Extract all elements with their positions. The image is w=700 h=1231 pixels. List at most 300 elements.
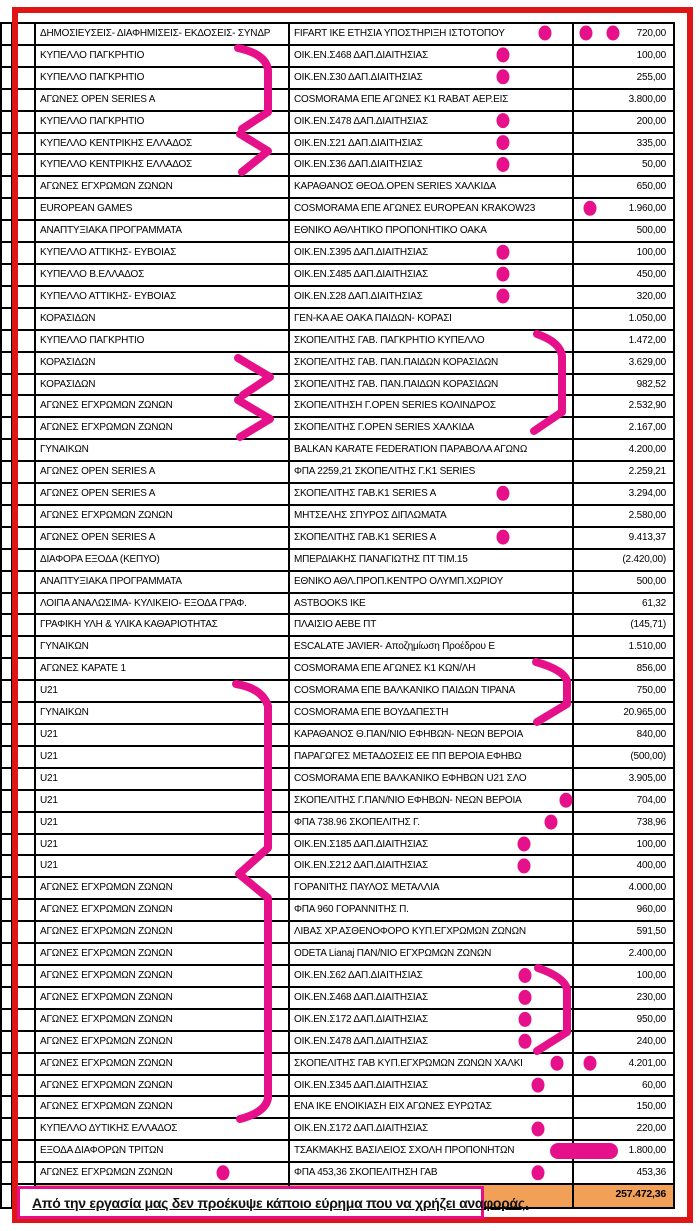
- row-margin-cell: [13, 90, 36, 110]
- description-cell: ΕΝΑ ΙΚΕ ΕΝΟΙΚΙΑΣΗ ΕΙΧ ΑΓΩΝΕΣ ΕΥΡΩΤΑΣ: [290, 1097, 574, 1117]
- table-row: [2, 46, 673, 68]
- amount-cell: 738,96: [636, 816, 666, 828]
- row-margin-cell: [13, 155, 36, 175]
- row-edge-cell: [2, 1076, 13, 1096]
- amount-cell: 1.960,00: [628, 203, 666, 215]
- row-edge-cell: [2, 835, 13, 855]
- category-cell: ΑΝΑΠΤΥΞΙΑΚΑ ΠΡΟΓΡΑΜΜΑΤΑ: [36, 572, 290, 592]
- category-cell: ΚΥΠΕΛΛΟ ΚΕΝΤΡΙΚΗΣ ΕΛΛΑΔΟΣ: [36, 134, 290, 154]
- row-margin-cell: [13, 353, 36, 373]
- table-row: [2, 90, 673, 112]
- amount-cell: 3.629,00: [628, 356, 666, 368]
- table-row: [2, 24, 673, 46]
- description-cell: ΣΚΟΠΕΛΙΤΗΣ ΓΑΒ. ΠΑΝ.ΠΑΙΔΩΝ ΚΟΡΑΣΙΔΩΝ: [290, 375, 574, 395]
- row-margin-cell: [13, 287, 36, 307]
- audit-note-box: [17, 1186, 529, 1219]
- description-cell: ΦΠΑ 2259,21 ΣΚΟΠΕΛΙΤΗΣ Γ.Κ1 SERIES: [290, 462, 574, 482]
- amount-cell: 200,00: [636, 115, 666, 127]
- category-cell: ΑΓΩΝΕΣ OPEN SERIES A: [36, 528, 290, 548]
- category-cell: U21: [36, 813, 290, 833]
- row-edge-cell: [2, 68, 13, 88]
- audit-note-text: Από την εργασία μας δεν προέκυψε κάποιο εύρημα που να χρήζει αναφοράς.: [32, 1194, 529, 1211]
- description-cell: ΕΘΝΙΚΟ ΑΘΛ.ΠΡΟΠ.ΚΕΝΤΡΟ ΟΛΥΜΠ.ΧΩΡΙΟΥ: [290, 572, 574, 592]
- table-row: [2, 878, 673, 900]
- table-row: [2, 1010, 673, 1032]
- table-row: [2, 813, 673, 835]
- row-margin-cell: [13, 615, 36, 635]
- table-row: [2, 681, 673, 703]
- row-margin-cell: [13, 309, 36, 329]
- row-margin-cell: [13, 637, 36, 657]
- description-cell: ΣΚΟΠΕΛΙΤΗΣ ΓΑΒ.Κ1 SERIES A: [290, 528, 574, 548]
- table-row: [2, 703, 673, 725]
- row-edge-cell: [2, 769, 13, 789]
- table-row: [2, 134, 673, 156]
- row-edge-cell: [2, 309, 13, 329]
- row-margin-cell: [13, 1076, 36, 1096]
- row-edge-cell: [2, 1054, 13, 1074]
- amount-cell: 1.800,00: [628, 1145, 666, 1157]
- description-cell: ΜΠΕΡΔΙΑΚΗΣ ΠΑΝΑΓΙΩΤΗΣ ΠΤ ΤΙΜ.15: [290, 550, 574, 570]
- amount-cell: 9.413,37: [628, 531, 666, 543]
- row-edge-cell: [2, 966, 13, 986]
- category-cell: ΛΟΙΠΑ ΑΝΑΛΩΣΙΜΑ- ΚΥΛΙΚΕΙΟ- ΕΞΟΔΑ ΓΡΑΦ.: [36, 594, 290, 614]
- category-cell: ΚΥΠΕΛΛΟ ΑΤΤΙΚΗΣ- ΕΥΒΟΙΑΣ: [36, 287, 290, 307]
- table-row: [2, 1163, 673, 1185]
- table-row: [2, 353, 673, 375]
- description-cell: ΟΙΚ.ΕΝ.Σ485 ΔΑΠ.ΔΙΑΙΤΗΣΙΑΣ: [290, 265, 574, 285]
- description-cell: ΟΙΚ.ΕΝ.Σ21 ΔΑΠ.ΔΙΑΙΤΗΣΙΑΣ: [290, 134, 574, 154]
- category-cell: ΑΓΩΝΕΣ OPEN SERIES A: [36, 462, 290, 482]
- row-edge-cell: [2, 353, 13, 373]
- row-edge-cell: [2, 615, 13, 635]
- row-edge-cell: [2, 134, 13, 154]
- row-edge-cell: [2, 90, 13, 110]
- amount-cell: 720,00: [636, 28, 666, 39]
- row-margin-cell: [13, 769, 36, 789]
- amount-cell: 982,52: [636, 378, 666, 390]
- description-cell: ΟΙΚ.ΕΝ.Σ28 ΔΑΠ.ΔΙΑΙΤΗΣΙΑΣ: [290, 287, 574, 307]
- category-cell: U21: [36, 725, 290, 745]
- amount-cell: 500,00: [636, 225, 666, 237]
- table-row: [2, 747, 673, 769]
- description-cell: COSMORAMA ΕΠΕ ΑΓΩΝΕΣ EUROPEAN KRAKOW23: [290, 199, 574, 219]
- amount-cell: 4.000,00: [628, 882, 666, 894]
- description-cell: ΚΑΡΑΘΑΝΟΣ ΘΕΟΔ.OPEN SERIES ΧΑΛΚΙΔΑ: [290, 177, 574, 197]
- row-edge-cell: [2, 1010, 13, 1030]
- category-cell: ΕΞΟΔΑ ΔΙΑΦΟΡΩΝ ΤΡΙΤΩΝ: [36, 1141, 290, 1161]
- description-cell: COSMORAMA ΕΠΕ ΑΓΩΝΕΣ Κ1 RABAT ΑΕΡ.ΕΙΣ: [290, 90, 574, 110]
- category-cell: ΓΥΝΑΙΚΩΝ: [36, 637, 290, 657]
- category-cell: ΔΙΑΦΟΡΑ ΕΞΟΔΑ (ΚΕΠΥΟ): [36, 550, 290, 570]
- description-cell: ΠΑΡΑΓΩΓΕΣ ΜΕΤΑΔΟΣΕΙΣ ΕΕ ΠΠ ΒΕΡΟΙΑ ΕΦΗΒΩ: [290, 747, 574, 767]
- category-cell: ΑΝΑΠΤΥΞΙΑΚΑ ΠΡΟΓΡΑΜΜΑΤΑ: [36, 221, 290, 241]
- row-margin-cell: [13, 331, 36, 351]
- row-edge-cell: [2, 221, 13, 241]
- row-margin-cell: [13, 550, 36, 570]
- amount-cell: 320,00: [636, 290, 666, 302]
- category-cell: ΑΓΩΝΕΣ ΕΓΧΡΩΜΩΝ ΖΩΝΩΝ: [36, 966, 290, 986]
- row-edge-cell: [2, 506, 13, 526]
- amount-cell: (145,71): [630, 619, 666, 631]
- table-row: [2, 725, 673, 747]
- row-edge-cell: [2, 594, 13, 614]
- category-cell: ΓΡΑΦΙΚΗ ΥΛΗ & ΥΛΙΚΑ ΚΑΘΑΡΙΟΤΗΤΑΣ: [36, 615, 290, 635]
- description-cell: ESCALATE JAVIER- Αποζημίωση Προέδρου Ε: [290, 637, 574, 657]
- table-row: [2, 572, 673, 594]
- description-cell: ΟΙΚ.ΕΝ.Σ30 ΔΑΠ.ΔΙΑΙΤΗΣΙΑΣ: [290, 68, 574, 88]
- amount-cell: 240,00: [636, 1035, 666, 1047]
- row-margin-cell: [13, 134, 36, 154]
- category-cell: ΑΓΩΝΕΣ ΕΓΧΡΩΜΩΝ ΖΩΝΩΝ: [36, 878, 290, 898]
- description-cell: ASTBOOKS IKE: [290, 594, 574, 614]
- row-edge-cell: [2, 856, 13, 876]
- category-cell: ΑΓΩΝΕΣ ΕΓΧΡΩΜΩΝ ΖΩΝΩΝ: [36, 506, 290, 526]
- table-row: [2, 396, 673, 418]
- row-margin-cell: [13, 966, 36, 986]
- table-row: [2, 791, 673, 813]
- amount-cell: 2.580,00: [628, 509, 666, 521]
- description-cell: ΟΙΚ.ΕΝ.Σ172 ΔΑΠ.ΔΙΑΙΤΗΣΙΑΣ: [290, 1119, 574, 1139]
- row-margin-cell: [13, 418, 36, 438]
- amount-cell: 1.050,00: [628, 312, 666, 324]
- description-cell: ΣΚΟΠΕΛΙΤΗΣ ΓΑΒ ΚΥΠ.ΕΓΧΡΩΜΩΝ ΖΩΝΩΝ ΧΑΛΚΙ: [290, 1054, 574, 1074]
- row-margin-cell: [13, 265, 36, 285]
- row-edge-cell: [2, 265, 13, 285]
- amount-cell: 960,00: [636, 904, 666, 916]
- category-cell: ΑΓΩΝΕΣ ΕΓΧΡΩΜΩΝ ΖΩΝΩΝ: [36, 988, 290, 1008]
- amount-cell: 500,00: [636, 575, 666, 587]
- amount-cell: 2.400,00: [628, 948, 666, 960]
- category-cell: ΑΓΩΝΕΣ ΚΑΡΑΤΕ 1: [36, 659, 290, 679]
- total-amount: 257.472,36: [574, 1185, 673, 1207]
- description-cell: COSMORAMA ΕΠΕ ΒΑΛΚΑΝΙΚΟ ΕΦΗΒΩΝ U21 ΣΛΟ: [290, 769, 574, 789]
- description-cell: COSMORAMA ΕΠΕ ΒΟΥΔΑΠΕΣΤΗ: [290, 703, 574, 723]
- row-edge-cell: [2, 1185, 13, 1207]
- row-edge-cell: [2, 813, 13, 833]
- category-cell: U21: [36, 681, 290, 701]
- description-cell: ΟΙΚ.ΕΝ.Σ478 ΔΑΠ.ΔΙΑΙΤΗΣΙΑΣ: [290, 1032, 574, 1052]
- amount-cell: 704,00: [636, 794, 666, 806]
- row-margin-cell: [13, 725, 36, 745]
- row-edge-cell: [2, 155, 13, 175]
- row-edge-cell: [2, 287, 13, 307]
- amount-cell: 61,32: [641, 597, 666, 609]
- description-cell: ΣΚΟΠΕΛΙΤΗΣ ΓΑΒ. ΠΑΝ.ΠΑΙΔΩΝ ΚΟΡΑΣΙΔΩΝ: [290, 353, 574, 373]
- amount-cell: 2.532,90: [628, 400, 666, 412]
- category-cell: ΚΥΠΕΛΛΟ Β.ΕΛΛΑΔΟΣ: [36, 265, 290, 285]
- description-cell: ΤΣΑΚΜΑΚΗΣ ΒΑΣΙΛΕΙΟΣ ΣΧΟΛΗ ΠΡΟΠΟΝΗΤΩΝ: [290, 1141, 574, 1161]
- category-cell: U21: [36, 769, 290, 789]
- table-row: [2, 265, 673, 287]
- description-cell: ΕΘΝΙΚΟ ΑΘΛΗΤΙΚΟ ΠΡΟΠΟΝΗΤΙΚΟ ΟΑΚΑ: [290, 221, 574, 241]
- row-margin-cell: [13, 594, 36, 614]
- table-row: [2, 637, 673, 659]
- category-cell: ΚΟΡΑΣΙΔΩΝ: [36, 309, 290, 329]
- table-row: [2, 1076, 673, 1098]
- row-edge-cell: [2, 878, 13, 898]
- row-edge-cell: [2, 922, 13, 942]
- amount-cell: 20.965,00: [623, 707, 666, 719]
- category-cell: ΚΟΡΑΣΙΔΩΝ: [36, 375, 290, 395]
- category-cell: ΑΓΩΝΕΣ ΕΓΧΡΩΜΩΝ ΖΩΝΩΝ: [36, 900, 290, 920]
- row-edge-cell: [2, 944, 13, 964]
- row-edge-cell: [2, 637, 13, 657]
- row-margin-cell: [13, 199, 36, 219]
- amount-cell: 450,00: [636, 268, 666, 280]
- row-edge-cell: [2, 1097, 13, 1117]
- category-cell: ΔΗΜΟΣΙΕΥΣΕΙΣ- ΔΙΑΦΗΜΙΣΕΙΣ- ΕΚΔΟΣΕΙΣ- ΣΥΝΔΡ: [36, 24, 290, 44]
- category-cell: ΚΥΠΕΛΛΟ ΔΥΤΙΚΗΣ ΕΛΛΑΔΟΣ: [36, 1119, 290, 1139]
- amount-cell: 856,00: [636, 663, 666, 675]
- table-row: [2, 112, 673, 134]
- description-cell: FIFART IKE ΕΤΗΣΙΑ ΥΠΟΣΤΗΡΙΞΗ ΙΣΤΟΤΟΠΟΥ: [290, 24, 574, 44]
- amount-cell: 220,00: [636, 1123, 666, 1135]
- amount-cell: 2.259,21: [628, 466, 666, 478]
- row-margin-cell: [13, 1097, 36, 1117]
- row-margin-cell: [13, 68, 36, 88]
- amount-cell: 1.472,00: [628, 334, 666, 346]
- row-margin-cell: [13, 1141, 36, 1161]
- row-edge-cell: [2, 681, 13, 701]
- row-edge-cell: [2, 177, 13, 197]
- description-cell: ΣΚΟΠΕΛΙΤΗΣ Γ.OPEN SERIES ΧΑΛΚΙΔΑ: [290, 418, 574, 438]
- description-cell: ΟΙΚ.ΕΝ.Σ395 ΔΑΠ.ΔΙΑΙΤΗΣΙΑΣ: [290, 243, 574, 263]
- amount-cell: 100,00: [636, 49, 666, 61]
- category-cell: ΑΓΩΝΕΣ ΕΓΧΡΩΜΩΝ ΖΩΝΩΝ: [36, 1054, 290, 1074]
- table-row: [2, 177, 673, 199]
- row-edge-cell: [2, 725, 13, 745]
- category-cell: U21: [36, 856, 290, 876]
- category-cell: ΚΥΠΕΛΛΟ ΑΤΤΙΚΗΣ- ΕΥΒΟΙΑΣ: [36, 243, 290, 263]
- row-edge-cell: [2, 1032, 13, 1052]
- category-cell: ΑΓΩΝΕΣ ΕΓΧΡΩΜΩΝ ΖΩΝΩΝ: [36, 1076, 290, 1096]
- category-cell: ΑΓΩΝΕΣ ΕΓΧΡΩΜΩΝ ΖΩΝΩΝ: [36, 396, 290, 416]
- row-edge-cell: [2, 199, 13, 219]
- description-cell: ΦΠΑ 738.96 ΣΚΟΠΕΛΙΤΗΣ Γ.: [290, 813, 574, 833]
- description-cell: ΟΙΚ.ΕΝ.Σ62 ΔΑΠ.ΔΙΑΙΤΗΣΙΑΣ: [290, 966, 574, 986]
- table-row: [2, 484, 673, 506]
- table-row: [2, 221, 673, 243]
- row-margin-cell: [13, 221, 36, 241]
- row-margin-cell: [13, 747, 36, 767]
- row-margin-cell: [13, 506, 36, 526]
- table-row: [2, 155, 673, 177]
- row-edge-cell: [2, 24, 13, 44]
- row-edge-cell: [2, 659, 13, 679]
- description-cell: ΓΟΡΑΝΙΤΗΣ ΠΑΥΛΟΣ ΜΕΤΑΛΛΙΑ: [290, 878, 574, 898]
- description-cell: ΟΙΚ.ΕΝ.Σ478 ΔΑΠ.ΔΙΑΙΤΗΣΙΑΣ: [290, 112, 574, 132]
- amount-cell: 650,00: [636, 181, 666, 193]
- table-row: [2, 199, 673, 221]
- category-cell: ΑΓΩΝΕΣ ΕΓΧΡΩΜΩΝ ΖΩΝΩΝ: [36, 1032, 290, 1052]
- row-margin-cell: [13, 944, 36, 964]
- description-cell: ΟΙΚ.ΕΝ.Σ36 ΔΑΠ.ΔΙΑΙΤΗΣΙΑΣ: [290, 155, 574, 175]
- amount-cell: (2.420,00): [622, 553, 666, 565]
- amount-cell: 453,36: [636, 1167, 666, 1179]
- category-cell: ΚΟΡΑΣΙΔΩΝ: [36, 353, 290, 373]
- table-row: [2, 528, 673, 550]
- category-cell: ΑΓΩΝΕΣ ΕΓΧΡΩΜΩΝ ΖΩΝΩΝ: [36, 944, 290, 964]
- amount-cell: 3.294,00: [628, 488, 666, 500]
- row-margin-cell: [13, 177, 36, 197]
- row-margin-cell: [13, 835, 36, 855]
- row-edge-cell: [2, 550, 13, 570]
- row-edge-cell: [2, 484, 13, 504]
- row-margin-cell: [13, 375, 36, 395]
- category-cell: U21: [36, 791, 290, 811]
- row-margin-cell: [13, 243, 36, 263]
- table-row: [2, 835, 673, 857]
- description-cell: COSMORAMA ΕΠΕ ΒΑΛΚΑΝΙΚΟ ΠΑΙΔΩΝ ΤΙΡΑΝΑ: [290, 681, 574, 701]
- amount-cell: 840,00: [636, 729, 666, 740]
- description-cell: ΣΚΟΠΕΛΙΤΗΣΗ Γ.OPEN SERIES ΚΟΛΙΝΔΡΟΣ: [290, 396, 574, 416]
- row-edge-cell: [2, 747, 13, 767]
- table-row: [2, 68, 673, 90]
- row-margin-cell: [13, 681, 36, 701]
- table-row: [2, 1141, 673, 1163]
- amount-cell: 60,00: [641, 1079, 666, 1091]
- table-row: [2, 506, 673, 528]
- table-row: [2, 287, 673, 309]
- row-margin-cell: [13, 856, 36, 876]
- row-edge-cell: [2, 791, 13, 811]
- table-row: [2, 309, 673, 331]
- expenses-table: [0, 22, 675, 1209]
- category-cell: ΓΥΝΑΙΚΩΝ: [36, 703, 290, 723]
- table-row: [2, 659, 673, 681]
- description-cell: ΟΙΚ.ΕΝ.Σ185 ΔΑΠ.ΔΙΑΙΤΗΣΙΑΣ: [290, 835, 574, 855]
- row-margin-cell: [13, 900, 36, 920]
- row-margin-cell: [13, 24, 36, 44]
- description-cell: ΛΙΒΑΣ ΧΡ.ΑΣΘΕΝΟΦΟΡΟ ΚΥΠ.ΕΓΧΡΩΜΩΝ ΖΩΝΩΝ: [290, 922, 574, 942]
- row-margin-cell: [13, 396, 36, 416]
- table-row: [2, 375, 673, 397]
- row-edge-cell: [2, 112, 13, 132]
- table-row: [2, 594, 673, 616]
- category-cell: ΑΓΩΝΕΣ ΕΓΧΡΩΜΩΝ ΖΩΝΩΝ: [36, 418, 290, 438]
- row-margin-cell: [13, 46, 36, 66]
- row-margin-cell: [13, 462, 36, 482]
- row-edge-cell: [2, 900, 13, 920]
- table-row: [2, 243, 673, 265]
- table-row: [2, 966, 673, 988]
- row-edge-cell: [2, 375, 13, 395]
- category-cell: ΚΥΠΕΛΛΟ ΠΑΓΚΡΗΤΙΟ: [36, 112, 290, 132]
- description-cell: ΟΙΚ.ΕΝ.Σ212 ΔΑΠ.ΔΙΑΙΤΗΣΙΑΣ: [290, 856, 574, 876]
- amount-cell: 50,00: [641, 159, 666, 171]
- category-cell: ΑΓΩΝΕΣ OPEN SERIES A: [36, 484, 290, 504]
- row-margin-cell: [13, 1163, 36, 1183]
- row-margin-cell: [13, 1119, 36, 1139]
- table-row: [2, 1054, 673, 1076]
- description-cell: ΟΙΚ.ΕΝ.Σ172 ΔΑΠ.ΔΙΑΙΤΗΣΙΑΣ: [290, 1010, 574, 1030]
- amount-cell: 4.200,00: [628, 444, 666, 456]
- amount-cell: 4.201,00: [628, 1057, 666, 1069]
- description-cell: ΣΚΟΠΕΛΙΤΗΣ ΓΑΒ.Κ1 SERIES A: [290, 484, 574, 504]
- amount-cell: 100,00: [636, 838, 666, 850]
- description-cell: ΦΠΑ 960 ΓΟΡΑΝΝΙΤΗΣ Π.: [290, 900, 574, 920]
- row-edge-cell: [2, 243, 13, 263]
- row-margin-cell: [13, 791, 36, 811]
- description-cell: COSMORAMA ΕΠΕ ΑΓΩΝΕΣ Κ1 ΚΩΝ/ΛΗ: [290, 659, 574, 679]
- row-edge-cell: [2, 440, 13, 460]
- row-edge-cell: [2, 46, 13, 66]
- row-margin-cell: [13, 112, 36, 132]
- table-row: [2, 769, 673, 791]
- table-row: [2, 1032, 673, 1054]
- description-cell: ΟΙΚ.ΕΝ.Σ468 ΔΑΠ.ΔΙΑΙΤΗΣΙΑΣ: [290, 46, 574, 66]
- description-cell: ΣΚΟΠΕΛΙΤΗΣ Γ.ΠΑΝ/ΝΙΟ ΕΦΗΒΩΝ- ΝΕΩΝ ΒΕΡΟΙΑ: [290, 791, 574, 811]
- table-row: [2, 615, 673, 637]
- description-cell: ODETA Lianaj ΠΑΝ/ΝΙΟ ΕΓΧΡΩΜΩΝ ΖΩΝΩΝ: [290, 944, 574, 964]
- amount-cell: 3.800,00: [628, 93, 666, 105]
- description-cell: BALKAN KARATE FEDERATION ΠΑΡΑΒΟΛΑ ΑΓΩΝΩ: [290, 440, 574, 460]
- row-margin-cell: [13, 1054, 36, 1074]
- row-margin-cell: [13, 922, 36, 942]
- table-row: [2, 440, 673, 462]
- category-cell: U21: [36, 835, 290, 855]
- category-cell: U21: [36, 747, 290, 767]
- category-cell: ΚΥΠΕΛΛΟ ΚΕΝΤΡΙΚΗΣ ΕΛΛΑΔΟΣ: [36, 155, 290, 175]
- row-margin-cell: [13, 813, 36, 833]
- row-edge-cell: [2, 703, 13, 723]
- description-cell: ΣΚΟΠΕΛΙΤΗΣ ΓΑΒ. ΠΑΓΚΡΗΤΙΟ ΚΥΠΕΛΛΟ: [290, 331, 574, 351]
- row-edge-cell: [2, 396, 13, 416]
- amount-cell: 950,00: [636, 1013, 666, 1025]
- description-cell: ΜΗΤΣΕΛΗΣ ΣΠΥΡΟΣ ΔΙΠΛΩΜΑΤΑ: [290, 506, 574, 526]
- row-edge-cell: [2, 1119, 13, 1139]
- description-cell: ΚΑΡΑΘΑΝΟΣ Θ.ΠΑΝ/ΝΙΟ ΕΦΗΒΩΝ- ΝΕΩΝ ΒΕΡΟΙΑ: [290, 725, 574, 745]
- amount-cell: 335,00: [636, 137, 666, 149]
- table-row: [2, 418, 673, 440]
- description-cell: ΠΛΑΙΣΙΟ ΑΕΒΕ ΠΤ: [290, 615, 574, 635]
- category-cell: ΑΓΩΝΕΣ ΕΓΧΡΩΜΩΝ ΖΩΝΩΝ: [36, 177, 290, 197]
- row-margin-cell: [13, 440, 36, 460]
- row-margin-cell: [13, 878, 36, 898]
- amount-cell: (500,00): [630, 750, 666, 762]
- row-margin-cell: [13, 988, 36, 1008]
- table-row: [2, 900, 673, 922]
- amount-cell: 100,00: [636, 969, 666, 981]
- row-edge-cell: [2, 572, 13, 592]
- row-edge-cell: [2, 418, 13, 438]
- table-row: [2, 462, 673, 484]
- row-edge-cell: [2, 1141, 13, 1161]
- amount-cell: 230,00: [636, 991, 666, 1003]
- amount-cell: 3.905,00: [628, 772, 666, 784]
- category-cell: EUROPEAN GAMES: [36, 199, 290, 219]
- table-row: [2, 331, 673, 353]
- row-edge-cell: [2, 331, 13, 351]
- table-row: [2, 922, 673, 944]
- category-cell: ΑΓΩΝΕΣ ΕΓΧΡΩΜΩΝ ΖΩΝΩΝ: [36, 1010, 290, 1030]
- table-row: [2, 550, 673, 572]
- table-row: [2, 1097, 673, 1119]
- row-edge-cell: [2, 1163, 13, 1183]
- amount-cell: 2.167,00: [628, 422, 666, 434]
- category-cell: ΑΓΩΝΕΣ ΕΓΧΡΩΜΩΝ ΖΩΝΩΝ: [36, 1097, 290, 1117]
- row-margin-cell: [13, 703, 36, 723]
- row-edge-cell: [2, 528, 13, 548]
- description-cell: ΟΙΚ.ΕΝ.Σ345 ΔΑΠ.ΔΙΑΙΤΗΣΙΑΣ: [290, 1076, 574, 1096]
- table-row: [2, 856, 673, 878]
- description-cell: ΦΠΑ 453,36 ΣΚΟΠΕΛΙΤΗΣΗ ΓΑΒ: [290, 1163, 574, 1183]
- table-row: [2, 1119, 673, 1141]
- amount-cell: 750,00: [636, 685, 666, 697]
- row-edge-cell: [2, 462, 13, 482]
- category-cell: ΑΓΩΝΕΣ ΕΓΧΡΩΜΩΝ ΖΩΝΩΝ: [36, 922, 290, 942]
